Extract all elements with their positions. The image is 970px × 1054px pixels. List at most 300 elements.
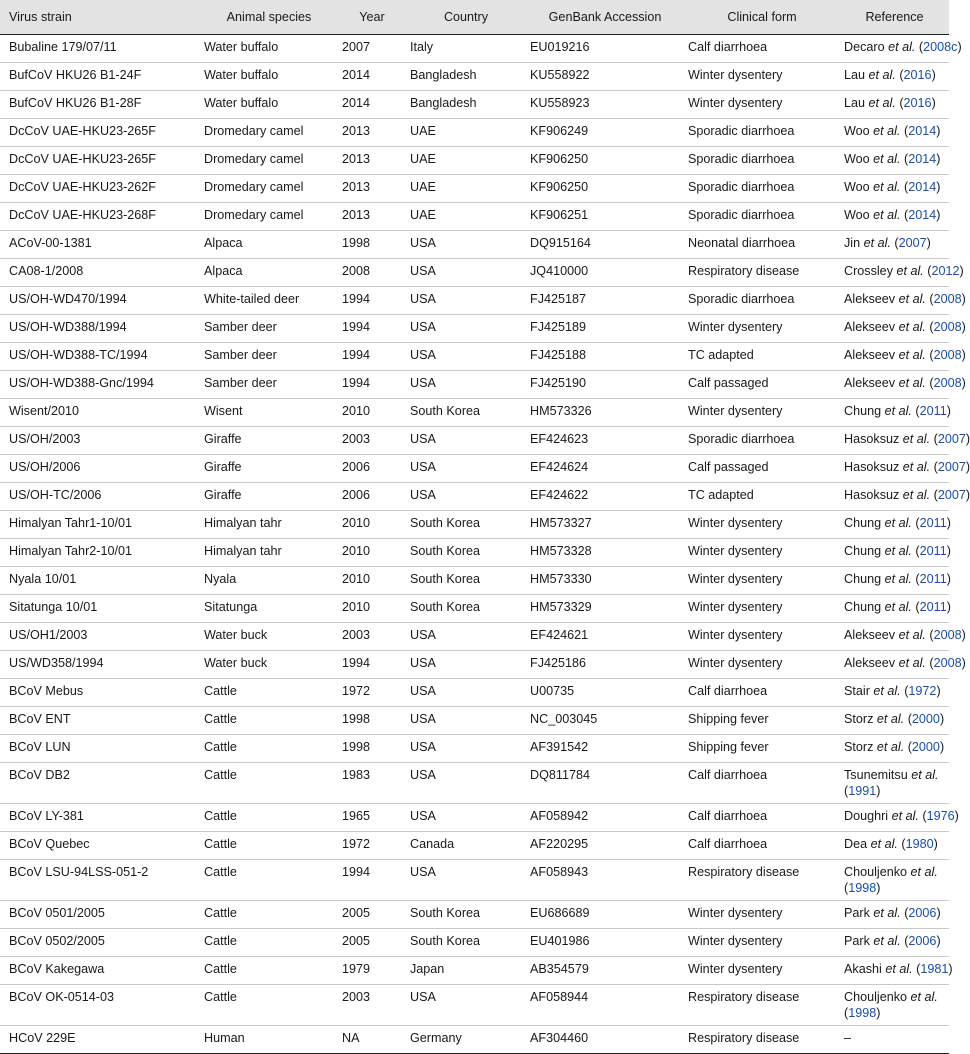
table-row: [0, 287, 949, 315]
cell-year: 1998: [338, 707, 406, 735]
cell-country: Canada: [406, 832, 526, 860]
cell-virus-strain: CA08-1/2008: [0, 259, 200, 287]
cell-genbank-accession: AB354579: [526, 957, 684, 985]
reference-et-al: et al.: [910, 990, 938, 1004]
reference-et-al: et al.: [898, 628, 926, 642]
cell-country: USA: [406, 707, 526, 735]
reference-year-link[interactable]: 1976: [926, 809, 955, 823]
cell-clinical-form: Sporadic diarrhoea: [684, 119, 840, 147]
cell-clinical-form: Winter dysentery: [684, 595, 840, 623]
cell-clinical-form: Sporadic diarrhoea: [684, 427, 840, 455]
cell-clinical-form: Sporadic diarrhoea: [684, 203, 840, 231]
table-row: [0, 1026, 949, 1054]
reference-et-al: et al.: [898, 320, 926, 334]
reference-et-al: et al.: [868, 68, 896, 82]
cell-clinical-form: TC adapted: [684, 343, 840, 371]
cell-clinical-form: Winter dysentery: [684, 957, 840, 985]
cell-country: Bangladesh: [406, 63, 526, 91]
cell-reference: Chouljenko et al. (1998): [840, 985, 949, 1026]
table-row: [0, 957, 949, 985]
cell-year: 1979: [338, 957, 406, 985]
reference-year-link[interactable]: 2008: [933, 628, 962, 642]
cell-year: 1972: [338, 832, 406, 860]
reference-year-link[interactable]: 1991: [848, 784, 877, 798]
cell-reference: Storz et al. (2000): [840, 735, 949, 763]
cell-country: USA: [406, 343, 526, 371]
cell-clinical-form: Sporadic diarrhoea: [684, 147, 840, 175]
cell-virus-strain: Wisent/2010: [0, 399, 200, 427]
col-reference: Reference: [840, 0, 949, 35]
reference-et-al: et al.: [902, 460, 931, 474]
cell-reference: Stair et al. (1972): [840, 679, 949, 707]
cell-genbank-accession: DQ915164: [526, 231, 684, 259]
table-row: [0, 804, 949, 832]
cell-clinical-form: Respiratory disease: [684, 259, 840, 287]
cell-genbank-accession: AF391542: [526, 735, 684, 763]
reference-et-al: et al.: [911, 768, 939, 782]
reference-author: Alekseev: [844, 292, 896, 306]
reference-author: –: [844, 1031, 852, 1045]
reference-et-al: et al.: [873, 208, 901, 222]
cell-country: UAE: [406, 203, 526, 231]
reference-et-al: et al.: [896, 264, 924, 278]
reference-year-link[interactable]: 2006: [908, 906, 937, 920]
reference-author: Decaro: [844, 40, 885, 54]
cell-year: 1998: [338, 231, 406, 259]
cell-country: South Korea: [406, 567, 526, 595]
cell-virus-strain: US/OH-WD388-TC/1994: [0, 343, 200, 371]
table-row: [0, 985, 949, 1026]
reference-year-link[interactable]: 1981: [920, 962, 949, 976]
reference-year-link[interactable]: 2011: [919, 600, 947, 614]
reference-et-al: et al.: [898, 656, 926, 670]
cell-genbank-accession: KF906250: [526, 147, 684, 175]
cell-reference: Alekseev et al. (2008): [840, 343, 949, 371]
cell-clinical-form: Respiratory disease: [684, 1026, 840, 1054]
cell-genbank-accession: HM573326: [526, 399, 684, 427]
reference-et-al: et al.: [902, 488, 931, 502]
cell-clinical-form: Calf diarrhoea: [684, 679, 840, 707]
table-row: [0, 371, 949, 399]
cell-reference: Chung et al. (2011): [840, 539, 949, 567]
cell-animal-species: Dromedary camel: [200, 119, 338, 147]
reference-et-al: et al.: [910, 865, 938, 879]
cell-genbank-accession: HM573329: [526, 595, 684, 623]
reference-year-link[interactable]: 2012: [931, 264, 960, 278]
cell-genbank-accession: NC_003045: [526, 707, 684, 735]
cell-clinical-form: Shipping fever: [684, 735, 840, 763]
reference-author: Woo: [844, 124, 870, 138]
reference-author: Alekseev: [844, 628, 896, 642]
cell-virus-strain: Nyala 10/01: [0, 567, 200, 595]
reference-year-link[interactable]: 2008: [933, 376, 962, 390]
reference-author: Stair: [844, 684, 870, 698]
cell-virus-strain: BCoV LY-381: [0, 804, 200, 832]
reference-author: Crossley: [844, 264, 893, 278]
cell-year: 2003: [338, 427, 406, 455]
cell-clinical-form: Winter dysentery: [684, 63, 840, 91]
cell-virus-strain: DcCoV UAE-HKU23-262F: [0, 175, 200, 203]
table-row: [0, 147, 949, 175]
reference-year-link[interactable]: 1972: [908, 684, 937, 698]
cell-clinical-form: Respiratory disease: [684, 860, 840, 901]
cell-animal-species: Wisent: [200, 399, 338, 427]
reference-year-link[interactable]: 2008: [933, 656, 962, 670]
cell-reference: Hasoksuz et al. (2007): [840, 483, 949, 511]
reference-et-al: et al.: [885, 962, 913, 976]
cell-country: South Korea: [406, 399, 526, 427]
reference-year-link[interactable]: 2007: [937, 432, 966, 446]
reference-author: Woo: [844, 152, 870, 166]
cell-virus-strain: US/OH/2006: [0, 455, 200, 483]
cell-genbank-accession: HM573327: [526, 511, 684, 539]
reference-author: Chung: [844, 572, 882, 586]
cell-year: 1994: [338, 287, 406, 315]
cell-year: 2013: [338, 175, 406, 203]
cell-year: 2010: [338, 399, 406, 427]
reference-year-link[interactable]: 1998: [848, 1006, 877, 1020]
table-row: [0, 399, 949, 427]
reference-author: Hasoksuz: [844, 488, 900, 502]
cell-reference: Alekseev et al. (2008): [840, 623, 949, 651]
cell-year: 2010: [338, 539, 406, 567]
reference-et-al: et al.: [873, 684, 901, 698]
cell-virus-strain: US/OH/2003: [0, 427, 200, 455]
cell-virus-strain: US/OH-WD470/1994: [0, 287, 200, 315]
cell-animal-species: Himalyan tahr: [200, 511, 338, 539]
cell-genbank-accession: KF906250: [526, 175, 684, 203]
col-country: Country: [406, 0, 526, 35]
reference-year-link[interactable]: 2008: [933, 348, 962, 362]
cell-year: 1965: [338, 804, 406, 832]
cell-virus-strain: BCoV OK-0514-03: [0, 985, 200, 1026]
cell-animal-species: Cattle: [200, 929, 338, 957]
cell-animal-species: Dromedary camel: [200, 175, 338, 203]
cell-animal-species: Water buck: [200, 651, 338, 679]
reference-et-al: et al.: [884, 572, 912, 586]
cell-virus-strain: HCoV 229E: [0, 1026, 200, 1054]
reference-author: Alekseev: [844, 320, 896, 334]
table-row: [0, 203, 949, 231]
cell-animal-species: Water buffalo: [200, 63, 338, 91]
cell-year: 2010: [338, 511, 406, 539]
cell-virus-strain: BCoV Kakegawa: [0, 957, 200, 985]
cell-reference: Woo et al. (2014): [840, 119, 949, 147]
reference-author: Lau: [844, 96, 866, 110]
cell-reference: Alekseev et al. (2008): [840, 287, 949, 315]
cell-animal-species: Dromedary camel: [200, 147, 338, 175]
cell-virus-strain: US/OH-WD388/1994: [0, 315, 200, 343]
table-row: [0, 735, 949, 763]
cell-genbank-accession: FJ425187: [526, 287, 684, 315]
cell-animal-species: Cattle: [200, 901, 338, 929]
cell-country: USA: [406, 985, 526, 1026]
cell-year: 1998: [338, 735, 406, 763]
reference-year-link[interactable]: 2014: [908, 152, 937, 166]
reference-author: Storz: [844, 712, 874, 726]
cell-genbank-accession: KF906251: [526, 203, 684, 231]
table-row: [0, 860, 949, 901]
cell-virus-strain: BCoV Quebec: [0, 832, 200, 860]
reference-year-link[interactable]: 2007: [937, 460, 966, 474]
reference-year-link[interactable]: 2011: [919, 516, 947, 530]
cell-animal-species: Sitatunga: [200, 595, 338, 623]
reference-year-link[interactable]: 2016: [903, 96, 932, 110]
table-row: [0, 343, 949, 371]
cell-clinical-form: Winter dysentery: [684, 901, 840, 929]
reference-year-link[interactable]: 2014: [908, 124, 937, 138]
cell-virus-strain: US/WD358/1994: [0, 651, 200, 679]
cell-country: UAE: [406, 147, 526, 175]
cell-animal-species: Water buffalo: [200, 35, 338, 63]
table-row: [0, 651, 949, 679]
cell-reference: Chouljenko et al. (1998): [840, 860, 949, 901]
cell-genbank-accession: KF906249: [526, 119, 684, 147]
reference-year-link[interactable]: 2008c: [923, 40, 958, 54]
reference-et-al: et al.: [873, 180, 901, 194]
cell-reference: Lau et al. (2016): [840, 91, 949, 119]
cell-country: Germany: [406, 1026, 526, 1054]
cell-reference: Woo et al. (2014): [840, 203, 949, 231]
cell-reference: Decaro et al. (2008c): [840, 35, 949, 63]
reference-author: Woo: [844, 180, 870, 194]
cell-clinical-form: Respiratory disease: [684, 985, 840, 1026]
reference-author: Hasoksuz: [844, 460, 900, 474]
reference-author: Doughri: [844, 809, 889, 823]
reference-year-link[interactable]: 2014: [908, 208, 937, 222]
cell-country: USA: [406, 259, 526, 287]
reference-year-link[interactable]: 2014: [908, 180, 937, 194]
cell-animal-species: Cattle: [200, 735, 338, 763]
cell-animal-species: Cattle: [200, 707, 338, 735]
cell-genbank-accession: EF424621: [526, 623, 684, 651]
cell-virus-strain: DcCoV UAE-HKU23-265F: [0, 147, 200, 175]
cell-animal-species: Samber deer: [200, 371, 338, 399]
cell-year: 2007: [338, 35, 406, 63]
cell-year: 2008: [338, 259, 406, 287]
cell-reference: Alekseev et al. (2008): [840, 651, 949, 679]
cell-clinical-form: TC adapted: [684, 483, 840, 511]
reference-author: Chouljenko: [844, 865, 908, 879]
reference-author: Alekseev: [844, 348, 896, 362]
reference-year-link[interactable]: 2008: [933, 292, 962, 306]
cell-country: USA: [406, 315, 526, 343]
table-row: [0, 259, 949, 287]
cell-clinical-form: Winter dysentery: [684, 539, 840, 567]
cell-genbank-accession: EU019216: [526, 35, 684, 63]
cell-genbank-accession: FJ425190: [526, 371, 684, 399]
cell-reference: Lau et al. (2016): [840, 63, 949, 91]
reference-year-link[interactable]: 2007: [898, 236, 927, 250]
table-row: [0, 679, 949, 707]
cell-genbank-accession: AF304460: [526, 1026, 684, 1054]
reference-et-al: et al.: [884, 544, 912, 558]
cell-country: USA: [406, 623, 526, 651]
table-row: [0, 511, 949, 539]
cell-year: 2013: [338, 147, 406, 175]
table-row: [0, 707, 949, 735]
cell-country: South Korea: [406, 929, 526, 957]
reference-year-link[interactable]: 2011: [919, 572, 947, 586]
reference-author: Jin: [844, 236, 861, 250]
reference-et-al: et al.: [876, 740, 905, 754]
table-row: [0, 901, 949, 929]
cell-country: South Korea: [406, 511, 526, 539]
cell-clinical-form: Calf passaged: [684, 371, 840, 399]
cell-animal-species: Samber deer: [200, 315, 338, 343]
reference-year-link[interactable]: 2007: [937, 488, 966, 502]
cell-genbank-accession: JQ410000: [526, 259, 684, 287]
cell-genbank-accession: KU558922: [526, 63, 684, 91]
cell-country: USA: [406, 287, 526, 315]
cell-virus-strain: DcCoV UAE-HKU23-265F: [0, 119, 200, 147]
cell-reference: [840, 1026, 949, 1054]
reference-et-al: et al.: [898, 292, 926, 306]
cell-clinical-form: Winter dysentery: [684, 567, 840, 595]
cell-reference: Chung et al. (2011): [840, 399, 949, 427]
cell-genbank-accession: HM573330: [526, 567, 684, 595]
cell-year: 2003: [338, 623, 406, 651]
reference-year-link[interactable]: 2000: [911, 712, 940, 726]
cell-genbank-accession: DQ811784: [526, 763, 684, 804]
table-row: [0, 623, 949, 651]
cell-year: 2006: [338, 483, 406, 511]
cell-animal-species: Cattle: [200, 860, 338, 901]
cell-genbank-accession: FJ425188: [526, 343, 684, 371]
cell-virus-strain: Sitatunga 10/01: [0, 595, 200, 623]
table-row: [0, 929, 949, 957]
cell-virus-strain: BCoV LSU-94LSS-051-2: [0, 860, 200, 901]
cell-genbank-accession: EU401986: [526, 929, 684, 957]
col-genbank-accession: GenBank Accession: [526, 0, 684, 35]
cell-country: Japan: [406, 957, 526, 985]
col-year: Year: [338, 0, 406, 35]
col-clinical-form: Clinical form: [684, 0, 840, 35]
reference-et-al: et al.: [884, 600, 912, 614]
table-header: [0, 0, 949, 35]
reference-author: Storz: [844, 740, 874, 754]
cell-animal-species: Cattle: [200, 832, 338, 860]
cell-country: USA: [406, 371, 526, 399]
cell-clinical-form: Calf diarrhoea: [684, 804, 840, 832]
cell-country: USA: [406, 455, 526, 483]
cell-animal-species: Water buck: [200, 623, 338, 651]
cell-reference: Alekseev et al. (2008): [840, 315, 949, 343]
reference-et-al: et al.: [884, 516, 912, 530]
reference-author: Chung: [844, 544, 882, 558]
cell-virus-strain: Himalyan Tahr2-10/01: [0, 539, 200, 567]
cell-animal-species: Cattle: [200, 957, 338, 985]
cell-reference: Park et al. (2006): [840, 929, 949, 957]
cell-animal-species: Dromedary camel: [200, 203, 338, 231]
cell-clinical-form: Calf diarrhoea: [684, 35, 840, 63]
cell-reference: Doughri et al. (1976): [840, 804, 949, 832]
reference-et-al: et al.: [898, 348, 926, 362]
cell-country: USA: [406, 735, 526, 763]
cell-year: 2005: [338, 929, 406, 957]
cell-country: South Korea: [406, 901, 526, 929]
reference-year-link[interactable]: 1980: [905, 837, 934, 851]
cell-clinical-form: Winter dysentery: [684, 511, 840, 539]
cell-virus-strain: BufCoV HKU26 B1-24F: [0, 63, 200, 91]
reference-year-link[interactable]: 2016: [903, 68, 932, 82]
table-row: [0, 119, 949, 147]
cell-clinical-form: Winter dysentery: [684, 315, 840, 343]
cell-country: USA: [406, 804, 526, 832]
cell-country: USA: [406, 860, 526, 901]
cell-country: USA: [406, 679, 526, 707]
cell-reference: Tsunemitsu et al. (1991): [840, 763, 949, 804]
cell-clinical-form: Winter dysentery: [684, 651, 840, 679]
cell-reference: Chung et al. (2011): [840, 511, 949, 539]
reference-year-link[interactable]: 2008: [933, 320, 962, 334]
cell-reference: Hasoksuz et al. (2007): [840, 455, 949, 483]
cell-animal-species: Nyala: [200, 567, 338, 595]
table-row: [0, 231, 949, 259]
cell-year: 1994: [338, 651, 406, 679]
cell-virus-strain: BCoV 0502/2005: [0, 929, 200, 957]
reference-year-link[interactable]: 2000: [911, 740, 940, 754]
reference-author: Hasoksuz: [844, 432, 900, 446]
reference-author: Park: [844, 934, 870, 948]
table-row: [0, 567, 949, 595]
table-row: [0, 595, 949, 623]
reference-author: Dea: [844, 837, 868, 851]
cell-animal-species: Cattle: [200, 804, 338, 832]
reference-author: Chung: [844, 600, 882, 614]
cell-virus-strain: BCoV 0501/2005: [0, 901, 200, 929]
cell-year: 1994: [338, 371, 406, 399]
reference-year-link[interactable]: 2006: [908, 934, 937, 948]
cell-year: 2013: [338, 203, 406, 231]
cell-clinical-form: Calf diarrhoea: [684, 763, 840, 804]
cell-animal-species: Samber deer: [200, 343, 338, 371]
col-animal-species: Animal species: [200, 0, 338, 35]
cell-virus-strain: BCoV LUN: [0, 735, 200, 763]
cell-virus-strain: Himalyan Tahr1-10/01: [0, 511, 200, 539]
cell-animal-species: Himalyan tahr: [200, 539, 338, 567]
table-row: [0, 175, 949, 203]
reference-et-al: et al.: [884, 404, 912, 418]
cell-genbank-accession: U00735: [526, 679, 684, 707]
reference-et-al: et al.: [873, 152, 901, 166]
cell-reference: Woo et al. (2014): [840, 147, 949, 175]
reference-year-link[interactable]: 2011: [919, 544, 947, 558]
cell-genbank-accession: EU686689: [526, 901, 684, 929]
cell-genbank-accession: EF424624: [526, 455, 684, 483]
cell-country: USA: [406, 231, 526, 259]
reference-author: Akashi: [844, 962, 882, 976]
cell-animal-species: Alpaca: [200, 231, 338, 259]
cell-year: 2010: [338, 595, 406, 623]
cell-country: Italy: [406, 35, 526, 63]
cell-virus-strain: BCoV Mebus: [0, 679, 200, 707]
cell-clinical-form: Shipping fever: [684, 707, 840, 735]
reference-et-al: et al.: [870, 837, 898, 851]
cell-virus-strain: BCoV DB2: [0, 763, 200, 804]
cell-country: Bangladesh: [406, 91, 526, 119]
reference-year-link[interactable]: 1998: [848, 881, 877, 895]
cell-virus-strain: DcCoV UAE-HKU23-268F: [0, 203, 200, 231]
reference-et-al: et al.: [873, 934, 901, 948]
reference-et-al: et al.: [873, 906, 901, 920]
reference-et-al: et al.: [888, 40, 916, 54]
reference-author: Lau: [844, 68, 866, 82]
cell-country: USA: [406, 427, 526, 455]
reference-year-link[interactable]: 2011: [919, 404, 947, 418]
cell-virus-strain: BCoV ENT: [0, 707, 200, 735]
reference-et-al: et al.: [876, 712, 905, 726]
